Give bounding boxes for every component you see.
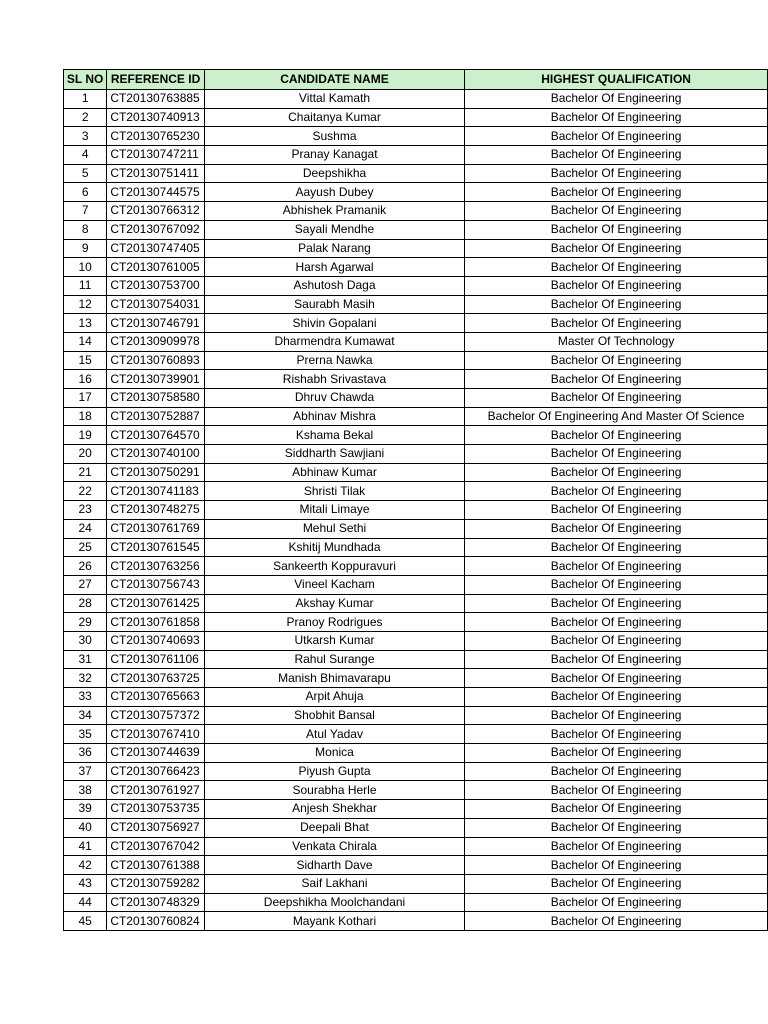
table-row xyxy=(64,837,768,856)
cell-reference-id: CT20130748329 xyxy=(107,893,205,912)
cell-candidate-name: Arpit Ahuja xyxy=(204,688,464,707)
table-row xyxy=(64,874,768,893)
cell-reference-id: CT20130763256 xyxy=(107,557,205,576)
cell-reference-id: CT20130754031 xyxy=(107,295,205,314)
cell-reference-id: CT20130760824 xyxy=(107,912,205,931)
table-row xyxy=(64,164,768,183)
cell-highest-qualification: Bachelor Of Engineering xyxy=(465,519,768,538)
table-header xyxy=(64,70,768,90)
cell-highest-qualification: Bachelor Of Engineering xyxy=(465,239,768,258)
cell-candidate-name: Prerna Nawka xyxy=(204,351,464,370)
cell-candidate-name: Rishabh Srivastava xyxy=(204,370,464,389)
cell-highest-qualification: Bachelor Of Engineering xyxy=(465,874,768,893)
table-row xyxy=(64,856,768,875)
cell-highest-qualification: Bachelor Of Engineering xyxy=(465,276,768,295)
cell-sl-no: 11 xyxy=(64,276,107,295)
cell-candidate-name: Sushma xyxy=(204,127,464,146)
cell-sl-no: 32 xyxy=(64,669,107,688)
cell-sl-no: 6 xyxy=(64,183,107,202)
cell-candidate-name: Abhinav Mishra xyxy=(204,407,464,426)
cell-candidate-name: Manish Bhimavarapu xyxy=(204,669,464,688)
cell-reference-id: CT20130758580 xyxy=(107,389,205,408)
cell-highest-qualification: Bachelor Of Engineering xyxy=(465,370,768,389)
cell-sl-no: 1 xyxy=(64,90,107,109)
cell-reference-id: CT20130761927 xyxy=(107,781,205,800)
cell-highest-qualification: Bachelor Of Engineering xyxy=(465,856,768,875)
cell-highest-qualification: Bachelor Of Engineering xyxy=(465,164,768,183)
cell-candidate-name: Ashutosh Daga xyxy=(204,276,464,295)
header-row xyxy=(64,70,768,90)
cell-reference-id: CT20130753735 xyxy=(107,800,205,819)
cell-highest-qualification: Bachelor Of Engineering xyxy=(465,781,768,800)
cell-candidate-name: Sankeerth Koppuravuri xyxy=(204,557,464,576)
cell-reference-id: CT20130761388 xyxy=(107,856,205,875)
cell-highest-qualification: Bachelor Of Engineering xyxy=(465,557,768,576)
table-row xyxy=(64,332,768,351)
table-row xyxy=(64,90,768,109)
cell-candidate-name: Mehul Sethi xyxy=(204,519,464,538)
cell-sl-no: 43 xyxy=(64,874,107,893)
table-row xyxy=(64,258,768,277)
cell-sl-no: 33 xyxy=(64,688,107,707)
cell-sl-no: 28 xyxy=(64,594,107,613)
table-row xyxy=(64,650,768,669)
cell-sl-no: 22 xyxy=(64,482,107,501)
cell-sl-no: 23 xyxy=(64,501,107,520)
cell-reference-id: CT20130747405 xyxy=(107,239,205,258)
header-candidate-name: CANDIDATE NAME xyxy=(204,70,464,90)
cell-candidate-name: Shristi Tilak xyxy=(204,482,464,501)
cell-sl-no: 34 xyxy=(64,706,107,725)
cell-reference-id: CT20130761769 xyxy=(107,519,205,538)
cell-highest-qualification: Bachelor Of Engineering xyxy=(465,146,768,165)
cell-sl-no: 17 xyxy=(64,389,107,408)
cell-reference-id: CT20130761858 xyxy=(107,613,205,632)
table-row xyxy=(64,594,768,613)
cell-reference-id: CT20130756743 xyxy=(107,575,205,594)
cell-reference-id: CT20130748275 xyxy=(107,501,205,520)
table-row xyxy=(64,706,768,725)
cell-highest-qualification: Bachelor Of Engineering xyxy=(465,90,768,109)
cell-candidate-name: Pranay Kanagat xyxy=(204,146,464,165)
cell-highest-qualification: Bachelor Of Engineering xyxy=(465,706,768,725)
table-row xyxy=(64,220,768,239)
cell-reference-id: CT20130739901 xyxy=(107,370,205,389)
cell-highest-qualification: Bachelor Of Engineering xyxy=(465,725,768,744)
table-row xyxy=(64,631,768,650)
cell-highest-qualification: Bachelor Of Engineering xyxy=(465,295,768,314)
cell-highest-qualification: Bachelor Of Engineering xyxy=(465,127,768,146)
cell-candidate-name: Harsh Agarwal xyxy=(204,258,464,277)
table-row xyxy=(64,818,768,837)
table-row xyxy=(64,669,768,688)
cell-sl-no: 10 xyxy=(64,258,107,277)
cell-sl-no: 38 xyxy=(64,781,107,800)
cell-sl-no: 31 xyxy=(64,650,107,669)
cell-sl-no: 7 xyxy=(64,202,107,221)
cell-candidate-name: Vineel Kacham xyxy=(204,575,464,594)
cell-highest-qualification: Master Of Technology xyxy=(465,332,768,351)
cell-highest-qualification: Bachelor Of Engineering xyxy=(465,108,768,127)
cell-highest-qualification: Bachelor Of Engineering xyxy=(465,613,768,632)
header-sl-no: SL NO xyxy=(64,70,107,90)
cell-highest-qualification: Bachelor Of Engineering xyxy=(465,650,768,669)
cell-highest-qualification: Bachelor Of Engineering xyxy=(465,762,768,781)
table-row xyxy=(64,239,768,258)
table-row xyxy=(64,445,768,464)
table-row xyxy=(64,557,768,576)
table-row xyxy=(64,146,768,165)
cell-sl-no: 3 xyxy=(64,127,107,146)
cell-reference-id: CT20130747211 xyxy=(107,146,205,165)
cell-highest-qualification: Bachelor Of Engineering xyxy=(465,202,768,221)
cell-reference-id: CT20130765663 xyxy=(107,688,205,707)
cell-highest-qualification: Bachelor Of Engineering xyxy=(465,258,768,277)
cell-candidate-name: Dhruv Chawda xyxy=(204,389,464,408)
cell-highest-qualification: Bachelor Of Engineering xyxy=(465,800,768,819)
cell-candidate-name: Chaitanya Kumar xyxy=(204,108,464,127)
cell-highest-qualification: Bachelor Of Engineering xyxy=(465,818,768,837)
cell-highest-qualification: Bachelor Of Engineering And Master Of Science xyxy=(465,407,768,426)
cell-reference-id: CT20130744639 xyxy=(107,744,205,763)
cell-candidate-name: Sayali Mendhe xyxy=(204,220,464,239)
cell-sl-no: 16 xyxy=(64,370,107,389)
cell-highest-qualification: Bachelor Of Engineering xyxy=(465,669,768,688)
cell-reference-id: CT20130756927 xyxy=(107,818,205,837)
cell-candidate-name: Monica xyxy=(204,744,464,763)
cell-sl-no: 26 xyxy=(64,557,107,576)
cell-candidate-name: Vittal Kamath xyxy=(204,90,464,109)
table-row xyxy=(64,127,768,146)
cell-candidate-name: Saif Lakhani xyxy=(204,874,464,893)
table-row xyxy=(64,744,768,763)
table-row xyxy=(64,276,768,295)
cell-candidate-name: Deepali Bhat xyxy=(204,818,464,837)
cell-candidate-name: Shobhit Bansal xyxy=(204,706,464,725)
cell-reference-id: CT20130764570 xyxy=(107,426,205,445)
table-row xyxy=(64,463,768,482)
cell-sl-no: 2 xyxy=(64,108,107,127)
cell-sl-no: 12 xyxy=(64,295,107,314)
cell-highest-qualification: Bachelor Of Engineering xyxy=(465,463,768,482)
cell-highest-qualification: Bachelor Of Engineering xyxy=(465,688,768,707)
cell-sl-no: 41 xyxy=(64,837,107,856)
cell-reference-id: CT20130765230 xyxy=(107,127,205,146)
cell-candidate-name: Palak Narang xyxy=(204,239,464,258)
table-row xyxy=(64,575,768,594)
cell-highest-qualification: Bachelor Of Engineering xyxy=(465,837,768,856)
cell-sl-no: 19 xyxy=(64,426,107,445)
cell-sl-no: 8 xyxy=(64,220,107,239)
table-row xyxy=(64,538,768,557)
cell-sl-no: 30 xyxy=(64,631,107,650)
cell-sl-no: 37 xyxy=(64,762,107,781)
table-row xyxy=(64,202,768,221)
cell-reference-id: CT20130740100 xyxy=(107,445,205,464)
cell-sl-no: 35 xyxy=(64,725,107,744)
table-row xyxy=(64,688,768,707)
header-highest-qualification: HIGHEST QUALIFICATION xyxy=(465,70,768,90)
cell-reference-id: CT20130744575 xyxy=(107,183,205,202)
cell-highest-qualification: Bachelor Of Engineering xyxy=(465,912,768,931)
cell-sl-no: 40 xyxy=(64,818,107,837)
cell-reference-id: CT20130761005 xyxy=(107,258,205,277)
cell-highest-qualification: Bachelor Of Engineering xyxy=(465,575,768,594)
cell-highest-qualification: Bachelor Of Engineering xyxy=(465,501,768,520)
cell-sl-no: 44 xyxy=(64,893,107,912)
cell-sl-no: 29 xyxy=(64,613,107,632)
cell-highest-qualification: Bachelor Of Engineering xyxy=(465,893,768,912)
cell-highest-qualification: Bachelor Of Engineering xyxy=(465,744,768,763)
cell-reference-id: CT20130767410 xyxy=(107,725,205,744)
table-row xyxy=(64,295,768,314)
cell-sl-no: 13 xyxy=(64,314,107,333)
cell-reference-id: CT20130741183 xyxy=(107,482,205,501)
cell-reference-id: CT20130909978 xyxy=(107,332,205,351)
cell-candidate-name: Kshitij Mundhada xyxy=(204,538,464,557)
cell-highest-qualification: Bachelor Of Engineering xyxy=(465,631,768,650)
cell-candidate-name: Aayush Dubey xyxy=(204,183,464,202)
cell-reference-id: CT20130761545 xyxy=(107,538,205,557)
cell-candidate-name: Mitali Limaye xyxy=(204,501,464,520)
cell-candidate-name: Sourabha Herle xyxy=(204,781,464,800)
cell-candidate-name: Sidharth Dave xyxy=(204,856,464,875)
cell-sl-no: 5 xyxy=(64,164,107,183)
cell-sl-no: 42 xyxy=(64,856,107,875)
table-row xyxy=(64,781,768,800)
cell-reference-id: CT20130757372 xyxy=(107,706,205,725)
cell-reference-id: CT20130753700 xyxy=(107,276,205,295)
table-body xyxy=(64,90,768,931)
cell-reference-id: CT20130767042 xyxy=(107,837,205,856)
cell-candidate-name: Piyush Gupta xyxy=(204,762,464,781)
table-row xyxy=(64,407,768,426)
cell-candidate-name: Pranoy Rodrigues xyxy=(204,613,464,632)
table-row xyxy=(64,893,768,912)
table-row xyxy=(64,912,768,931)
cell-sl-no: 15 xyxy=(64,351,107,370)
cell-sl-no: 18 xyxy=(64,407,107,426)
cell-reference-id: CT20130740693 xyxy=(107,631,205,650)
cell-candidate-name: Deepshikha xyxy=(204,164,464,183)
table-row xyxy=(64,482,768,501)
cell-highest-qualification: Bachelor Of Engineering xyxy=(465,183,768,202)
header-reference-id: REFERENCE ID xyxy=(107,70,205,90)
cell-sl-no: 4 xyxy=(64,146,107,165)
cell-highest-qualification: Bachelor Of Engineering xyxy=(465,538,768,557)
cell-sl-no: 25 xyxy=(64,538,107,557)
cell-highest-qualification: Bachelor Of Engineering xyxy=(465,314,768,333)
cell-highest-qualification: Bachelor Of Engineering xyxy=(465,389,768,408)
cell-reference-id: CT20130751411 xyxy=(107,164,205,183)
cell-sl-no: 24 xyxy=(64,519,107,538)
cell-reference-id: CT20130750291 xyxy=(107,463,205,482)
cell-candidate-name: Mayank Kothari xyxy=(204,912,464,931)
cell-candidate-name: Shivin Gopalani xyxy=(204,314,464,333)
cell-candidate-name: Utkarsh Kumar xyxy=(204,631,464,650)
cell-candidate-name: Deepshikha Moolchandani xyxy=(204,893,464,912)
cell-reference-id: CT20130763885 xyxy=(107,90,205,109)
cell-candidate-name: Abhinaw Kumar xyxy=(204,463,464,482)
cell-sl-no: 45 xyxy=(64,912,107,931)
table-row xyxy=(64,389,768,408)
table-row xyxy=(64,762,768,781)
cell-candidate-name: Saurabh Masih xyxy=(204,295,464,314)
cell-reference-id: CT20130759282 xyxy=(107,874,205,893)
cell-candidate-name: Rahul Surange xyxy=(204,650,464,669)
cell-reference-id: CT20130746791 xyxy=(107,314,205,333)
table-row xyxy=(64,183,768,202)
table-row xyxy=(64,613,768,632)
table-row xyxy=(64,800,768,819)
cell-candidate-name: Atul Yadav xyxy=(204,725,464,744)
table-row xyxy=(64,519,768,538)
cell-reference-id: CT20130761106 xyxy=(107,650,205,669)
cell-sl-no: 27 xyxy=(64,575,107,594)
candidate-table xyxy=(63,69,768,931)
cell-candidate-name: Dharmendra Kumawat xyxy=(204,332,464,351)
cell-reference-id: CT20130760893 xyxy=(107,351,205,370)
cell-highest-qualification: Bachelor Of Engineering xyxy=(465,445,768,464)
cell-candidate-name: Venkata Chirala xyxy=(204,837,464,856)
cell-sl-no: 39 xyxy=(64,800,107,819)
cell-reference-id: CT20130766312 xyxy=(107,202,205,221)
cell-sl-no: 21 xyxy=(64,463,107,482)
cell-candidate-name: Abhishek Pramanik xyxy=(204,202,464,221)
table-row xyxy=(64,370,768,389)
cell-reference-id: CT20130766423 xyxy=(107,762,205,781)
cell-highest-qualification: Bachelor Of Engineering xyxy=(465,351,768,370)
cell-reference-id: CT20130767092 xyxy=(107,220,205,239)
table-row xyxy=(64,725,768,744)
cell-reference-id: CT20130763725 xyxy=(107,669,205,688)
table-row xyxy=(64,426,768,445)
cell-reference-id: CT20130761425 xyxy=(107,594,205,613)
table-row xyxy=(64,501,768,520)
cell-candidate-name: Akshay Kumar xyxy=(204,594,464,613)
cell-candidate-name: Kshama Bekal xyxy=(204,426,464,445)
cell-highest-qualification: Bachelor Of Engineering xyxy=(465,594,768,613)
cell-highest-qualification: Bachelor Of Engineering xyxy=(465,426,768,445)
cell-candidate-name: Anjesh Shekhar xyxy=(204,800,464,819)
cell-highest-qualification: Bachelor Of Engineering xyxy=(465,482,768,501)
cell-reference-id: CT20130752887 xyxy=(107,407,205,426)
cell-sl-no: 9 xyxy=(64,239,107,258)
cell-reference-id: CT20130740913 xyxy=(107,108,205,127)
cell-sl-no: 20 xyxy=(64,445,107,464)
cell-highest-qualification: Bachelor Of Engineering xyxy=(465,220,768,239)
table-row xyxy=(64,351,768,370)
table-row xyxy=(64,108,768,127)
cell-candidate-name: Siddharth Sawjiani xyxy=(204,445,464,464)
cell-sl-no: 14 xyxy=(64,332,107,351)
table-row xyxy=(64,314,768,333)
cell-sl-no: 36 xyxy=(64,744,107,763)
